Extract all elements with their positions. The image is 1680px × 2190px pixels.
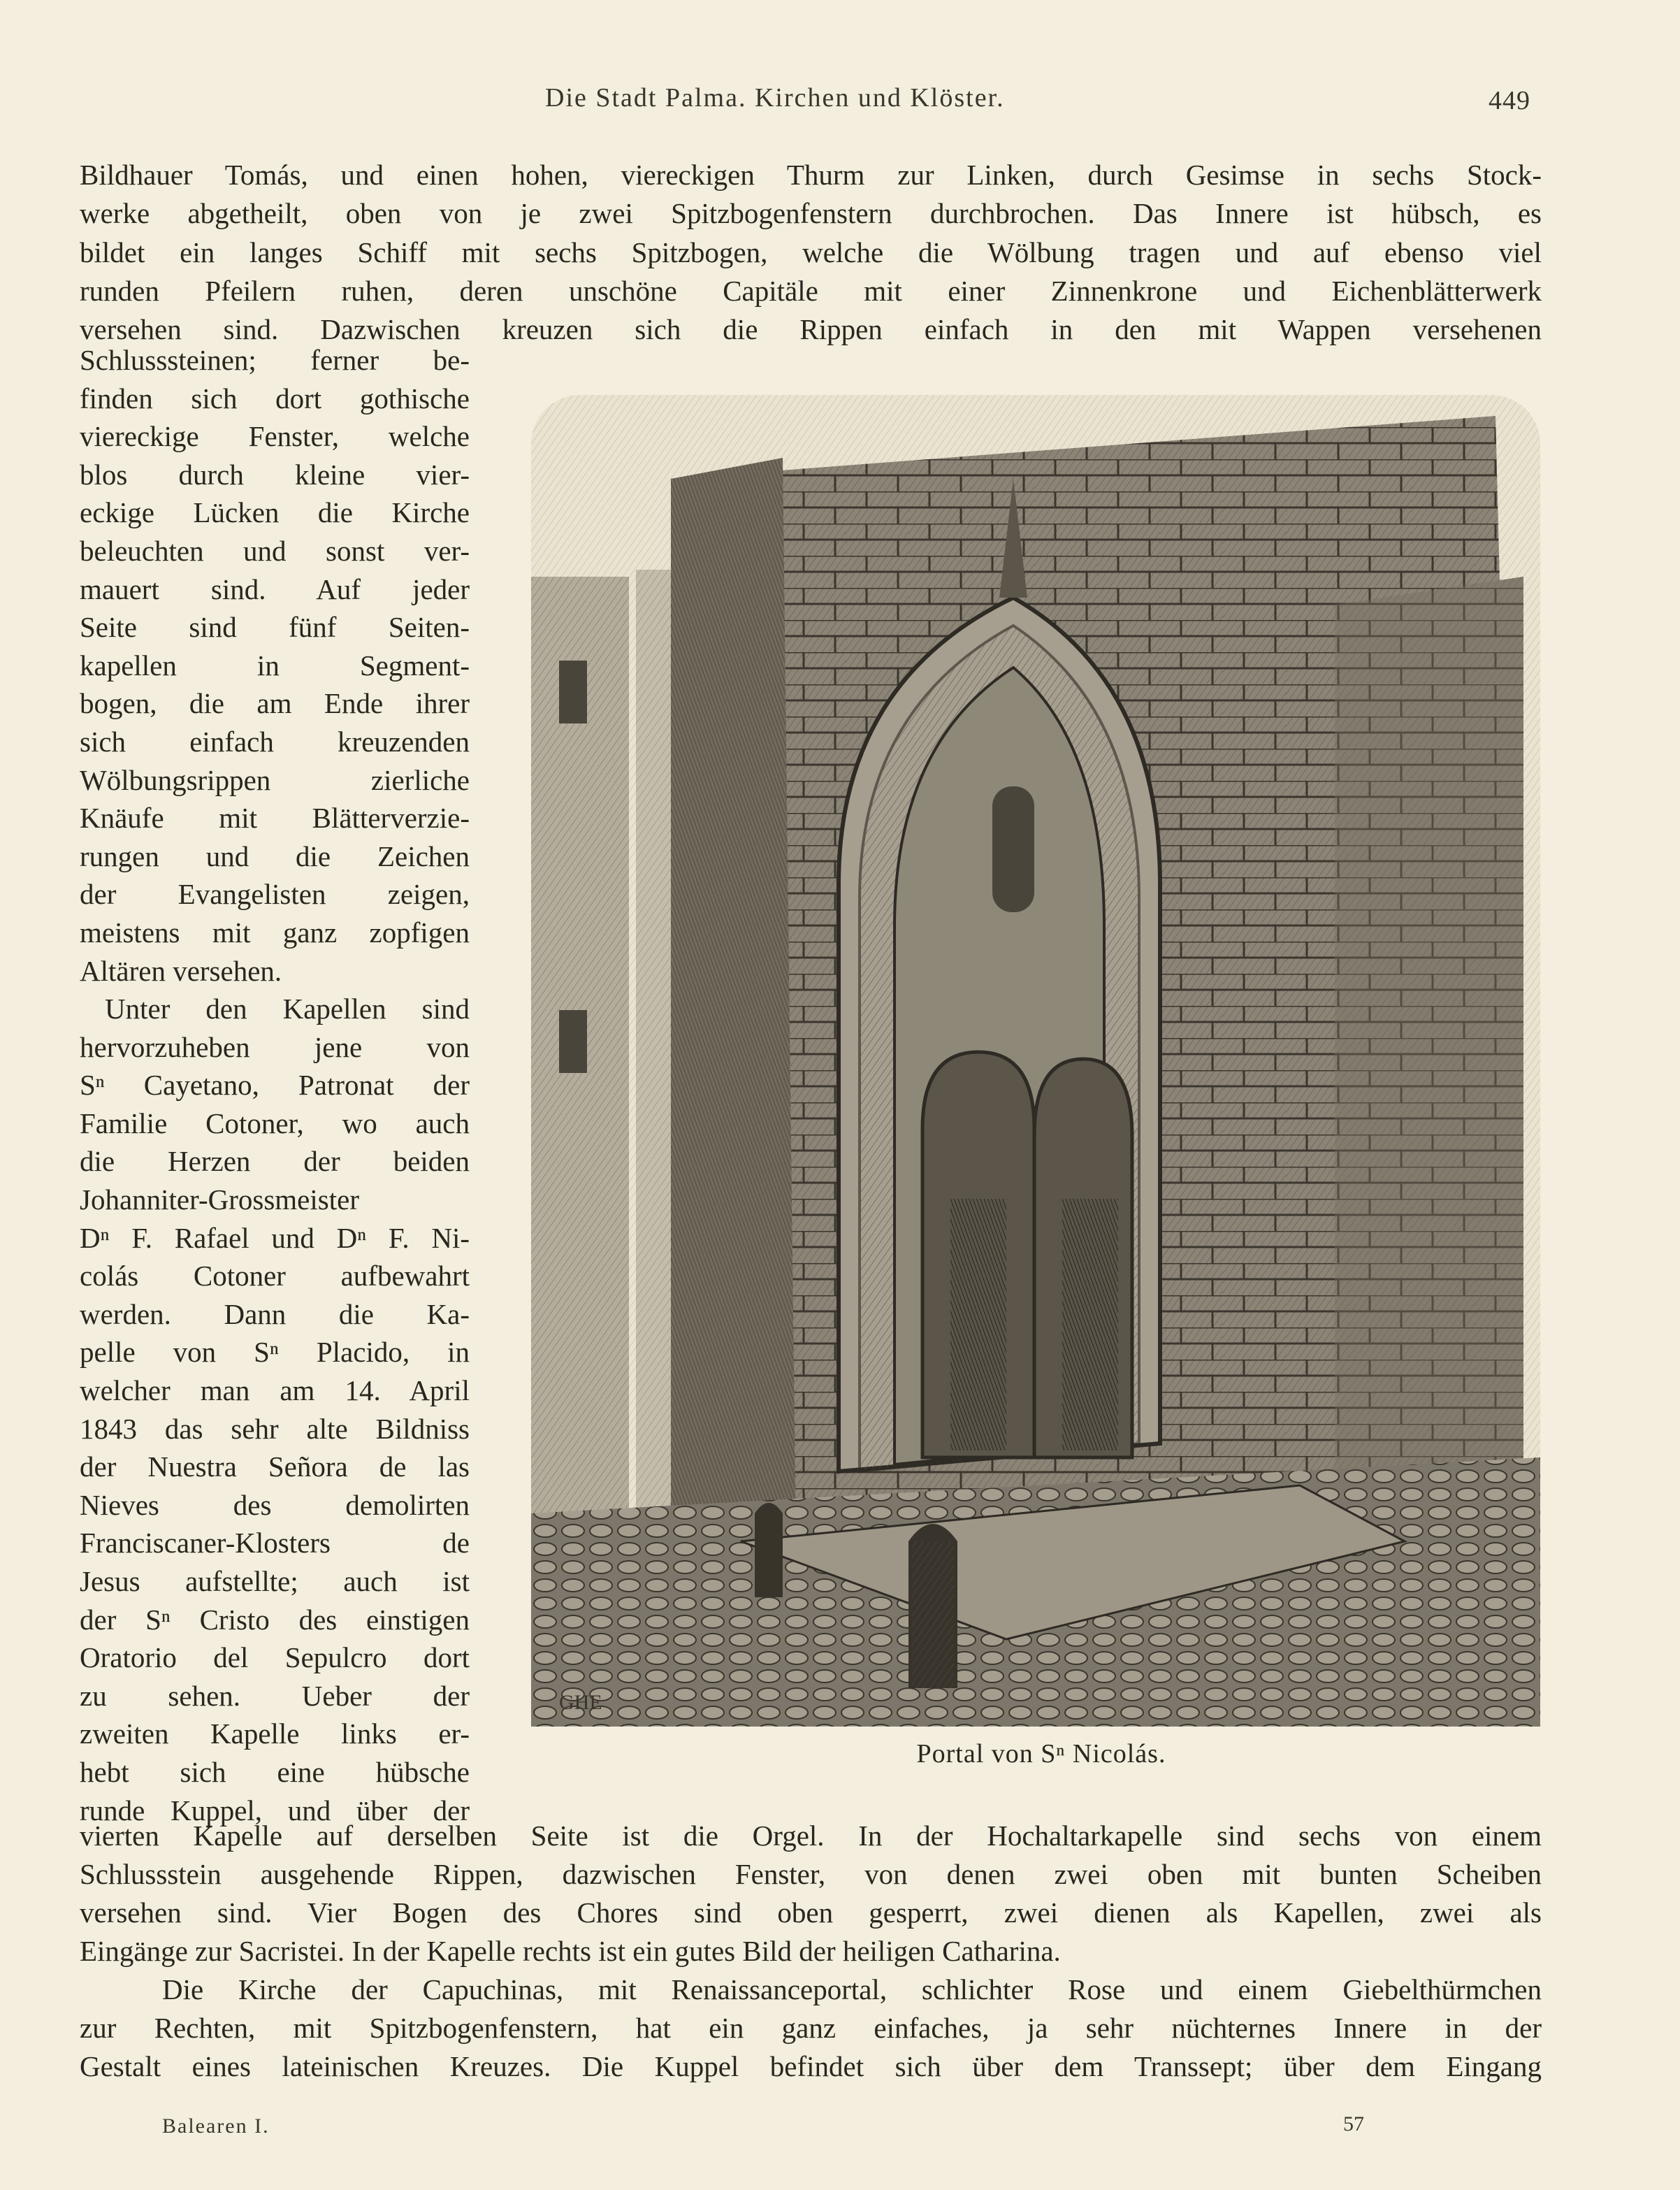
sheet-number: 57	[1343, 2112, 1364, 2135]
text-line: versehen sind. Dazwischen kreuzen sich die Rippen einfach in den mit Wappen versehenen	[80, 313, 1542, 345]
page-number: 449	[1489, 86, 1530, 115]
text-line: hebt sich eine hübsche	[80, 1755, 470, 1788]
text-line: Unter den Kapellen sind	[105, 993, 470, 1025]
text-line: mauert sind. Auf jeder	[80, 572, 470, 605]
text-line: Altären versehen.	[80, 954, 282, 987]
figure-caption: Portal von Sⁿ Nicolás.	[916, 1739, 1166, 1768]
text-line: viereckige Fenster, welche	[80, 420, 470, 453]
text-line: runde Kuppel, und über der	[80, 1794, 470, 1827]
text-line: zweiten Kapelle links er-	[80, 1717, 470, 1750]
engraving-figure	[531, 395, 1540, 1727]
text-line: Wölbungsrippen zierliche	[80, 763, 470, 796]
text-line: Bildhauer Tomás, und einen hohen, viereckigen Thurm zur Linken, durch Gesimse in sechs Stock-	[80, 159, 1542, 191]
text-line: Knäufe mit Blätterverzie-	[80, 802, 470, 835]
text-line: die Herzen der beiden	[80, 1145, 470, 1178]
text-line: Familie Cotoner, wo auch	[80, 1107, 470, 1139]
text-line: rungen und die Zeichen	[80, 840, 470, 872]
engraver-signature: GHE	[559, 1691, 602, 1714]
text-line: sich einfach kreuzenden	[80, 725, 470, 758]
side-column	[80, 341, 470, 1829]
text-line: Eingänge zur Sacristei. In der Kapelle rechts ist ein gutes Bild der heiligen Catharina.	[80, 1935, 1061, 1967]
text-line: Franciscaner-Klosters de	[80, 1527, 470, 1559]
text-line: colás Cotoner aufbewahrt	[80, 1260, 470, 1292]
text-line: eckige Lücken die Kirche	[80, 496, 470, 529]
text-line: Jesus aufstellte; auch ist	[80, 1565, 470, 1597]
text-line: pelle von Sⁿ Placido, in	[80, 1336, 470, 1369]
text-line: 1843 das sehr alte Bildniss	[80, 1412, 470, 1445]
text-line: meistens mit ganz zopfigen	[80, 916, 470, 949]
text-line: Gestalt eines lateinischen Kreuzes. Die Kuppel befindet sich über dem Transsept; über dem Eingang	[80, 2050, 1542, 2082]
text-line: bogen, die am Ende ihrer	[80, 687, 470, 720]
signature-mark: Balearen I.	[162, 2115, 270, 2138]
text-line: blos durch kleine vier-	[80, 458, 470, 491]
text-line: Oratorio del Sepulcro dort	[80, 1641, 470, 1674]
text-line: werden. Dann die Ka-	[80, 1297, 470, 1330]
text-line: kapellen in Segment-	[80, 649, 470, 682]
text-line: zur Rechten, mit Spitzbogenfenstern, hat ein ganz einfaches, ja sehr nüchternes Innere in der	[80, 2012, 1542, 2044]
running-head	[0, 82, 1680, 124]
portal-engraving	[531, 395, 1540, 1727]
text-line: der Sⁿ Cristo des einstigen	[80, 1603, 470, 1636]
text-line: runden Pfeilern ruhen, deren unschöne Capitäle mit einer Zinnenkrone und Eichenblätterwerk	[80, 275, 1542, 307]
text-line: vierten Kapelle auf derselben Seite ist die Orgel. In der Hochaltarkapelle sind sechs von einem	[80, 1820, 1542, 1852]
text-line: Johanniter-Grossmeister	[80, 1183, 359, 1216]
text-line: zu sehen. Ueber der	[80, 1679, 470, 1712]
text-line: Schlussstein ausgehende Rippen, dazwischen Fenster, von denen zwei oben mit bunten Scheiben	[80, 1858, 1542, 1890]
text-line: der Nuestra Señora de las	[80, 1450, 470, 1483]
text-line: beleuchten und sonst ver-	[80, 534, 470, 567]
text-line: Nieves des demolirten	[80, 1488, 470, 1521]
text-line: Dⁿ F. Rafael und Dⁿ F. Ni-	[80, 1221, 470, 1254]
text-line: hervorzuheben jene von	[80, 1030, 470, 1063]
text-line: Sⁿ Cayetano, Patronat der	[80, 1069, 470, 1102]
text-line: finden sich dort gothische	[80, 382, 470, 415]
text-line: Seite sind fünf Seiten-	[80, 611, 470, 644]
text-line: versehen sind. Vier Bogen des Chores sind oben gesperrt, zwei dienen als Kapellen, zwei als	[80, 1896, 1542, 1929]
running-title: Die Stadt Palma. Kirchen und Klöster.	[545, 83, 1005, 113]
text-line: werke abgetheilt, oben von je zwei Spitzbogenfenstern durchbrochen. Das Innere ist hübsch, es	[80, 197, 1542, 229]
text-line: Die Kirche der Capuchinas, mit Renaissanceportal, schlichter Rose und einem Giebelthürmchen	[162, 1973, 1542, 2005]
text-line: Schlusssteinen; ferner be-	[80, 344, 470, 376]
text-line: welcher man am 14. April	[80, 1374, 470, 1407]
text-line: bildet ein langes Schiff mit sechs Spitzbogen, welche die Wölbung tragen und auf ebenso viel	[80, 236, 1542, 268]
text-line: der Evangelisten zeigen,	[80, 878, 470, 911]
